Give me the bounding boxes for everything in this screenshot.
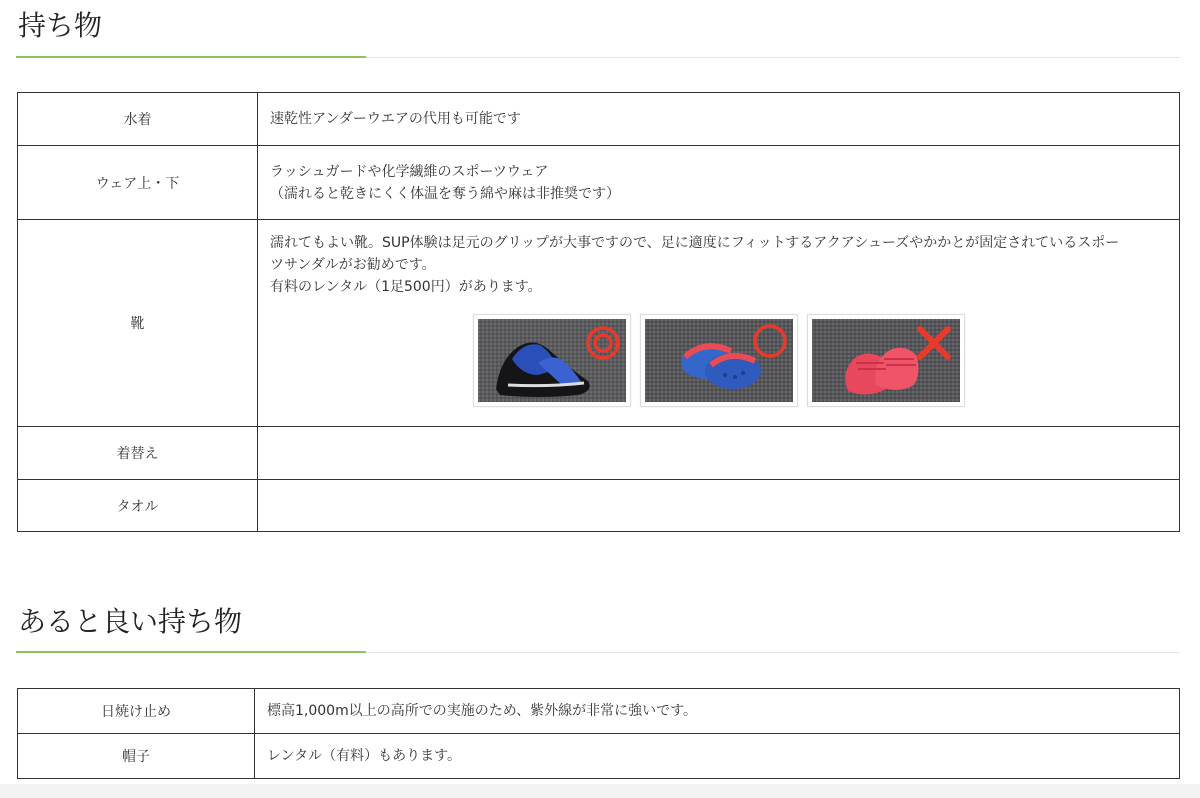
shoe-image-gallery [270, 314, 1167, 407]
table-row [18, 93, 1180, 146]
table-row [18, 220, 1180, 427]
value-line: ラッシュガードや化学繊維のスポーツウェア [270, 163, 549, 180]
row-label: 着替え [18, 427, 258, 480]
section-title: 持ち物 [18, 9, 103, 42]
heading-accent-line [16, 56, 366, 58]
value-line: 有料のレンタル（1足500円）があります。 [270, 279, 542, 295]
section-heading-recommended [16, 604, 1180, 653]
recommended-items-table [17, 688, 1180, 779]
row-value [258, 146, 1180, 220]
heading-accent-line [16, 651, 366, 653]
row-value [258, 427, 1180, 480]
table-row [18, 427, 1180, 480]
row-value [258, 93, 1180, 146]
section-title: あると良い持ち物 [18, 605, 243, 638]
row-value [258, 480, 1180, 532]
section-heading-belongings [16, 8, 1180, 58]
clogs-image [645, 319, 793, 402]
value-line: 標高1,000m以上の高所での実施のため、紫外線が非常に強いです。 [267, 703, 698, 719]
slippers-image [812, 319, 960, 402]
table-row [18, 480, 1180, 532]
row-value [255, 689, 1180, 734]
table-row [18, 689, 1180, 734]
value-line: 濡れてもよい靴。SUP体験は足元のグリップが大事ですので、足に適度にフィットするアクアシューズやかかとが固定されているスポー [270, 235, 1120, 251]
value-line: レンタル（有料）もあります。 [267, 748, 461, 764]
slippers-photo [807, 314, 965, 407]
row-label: 靴 [18, 220, 258, 427]
page-footer-strip [0, 784, 1200, 798]
table-row [18, 146, 1180, 220]
clogs-photo [640, 314, 798, 407]
row-label: 帽子 [18, 734, 255, 779]
row-label: 水着 [18, 93, 258, 146]
value-line: （濡れると乾きにくく体温を奪う綿や麻は非推奨です） [270, 185, 620, 202]
belongings-table [17, 92, 1180, 532]
row-value [255, 734, 1180, 779]
aqua-shoes-image [478, 319, 626, 402]
value-line: 速乾性アンダーウエアの代用も可能です [270, 111, 521, 127]
row-label: 日焼け止め [18, 689, 255, 734]
row-value [258, 220, 1180, 427]
aqua-shoes-photo [473, 314, 631, 407]
value-line: ツサンダルがお勧めです。 [270, 257, 436, 273]
row-label: ウェア上・下 [18, 146, 258, 220]
table-row [18, 734, 1180, 779]
row-label: タオル [18, 480, 258, 532]
